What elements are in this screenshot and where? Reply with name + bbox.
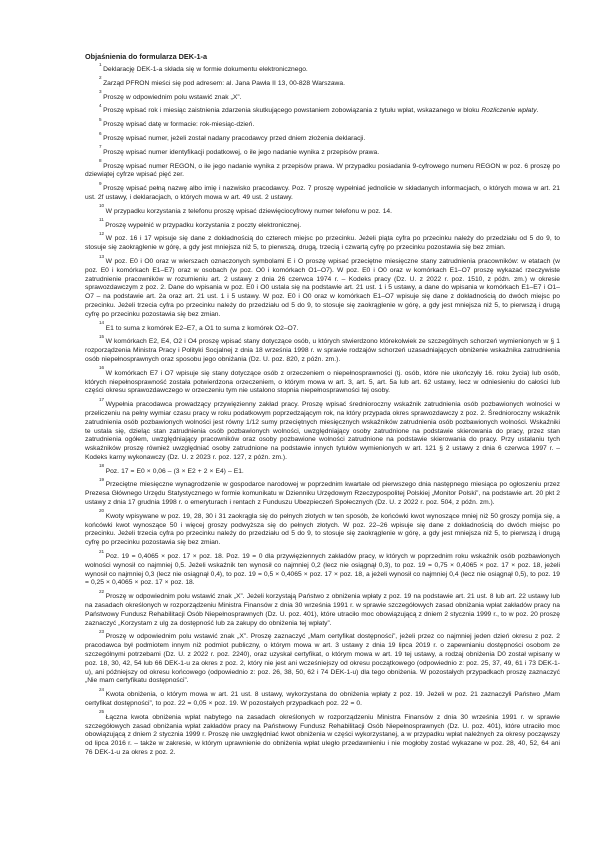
footnote-text-segment: Proszę wpisać pełną nazwę albo imię i nazwisko pracodawcy. Poz. 7 proszę wypełniać jednolicie w składanych informacjach, o których mowa w art. 21 ust. 2f ustawy, i deklaracjach, o których mowa w art. 49 ust. 2 ustawy.: [85, 185, 560, 201]
footnote-text-segment: Proszę w odpowiednim polu wstawić znak „X”.: [103, 93, 242, 101]
footnote-paragraph: $^4$Proszę wpisać rok i miesiąc zaistnienia zdarzenia skutkującego powstaniem zobowiązania z tytułu wpłat, wskazanego w bloku Rozliczenie wpłaty.: [99, 102, 539, 115]
footnote-text-segment: Proszę wpisać numer identyfikacji podatkowej, o ile jego nadanie wynika z przepisów prawa.: [103, 148, 380, 156]
footnote-text: [85, 508, 560, 547]
footnote-text-italic: Rozliczenie wpłaty: [481, 107, 537, 115]
footnote-text: [105, 222, 301, 229]
footnote-text: [85, 477, 560, 507]
footnote-paragraph: $^{14}$E1 to suma z komórek E2–E7, a O1 to suma z komórek O2–O7.: [99, 320, 299, 332]
footnote-text: [85, 588, 560, 627]
footnote-text: [85, 180, 560, 201]
footnote-text: [103, 107, 538, 114]
footnote-text: [85, 548, 560, 587]
footnote-text: [103, 66, 308, 73]
footnote-text: [85, 365, 560, 395]
footnote-paragraph: $^{17}$Wypełnia pracodawca prowadzący przywięzienny zakład pracy. Proszę wpisać średnioroczny wskaźnik zatrudnienia osób pozbawionych wolności w przeliczeniu na pełny wymiar czasu pracy w roku podatkowym poprzedzającym rok, na który przypada okres sprawozdawczy z poz. 2. Średnioroczny wskaźnik zatrudnienia osób pozbawionych wolności jest równy 1/12 sumy przeciętnych miesięcznych wskaźników zatrudnienia osób pozbawionych wolności. Wskaźniki te ustala się, dzieląc stan zatrudnienia osób pozbawionych wolności, uwzględniający osoby zatrudnione na podstawie skierowania do pracy, przez stan zatrudnienia ogółem, uwzględniający pracowników oraz osoby pozbawione wolności zatrudnione na podstawie skierowania do pracy. Przy ustalaniu tych wskaźników proszę również uwzględniać osoby zatrudnione na podstawie innych tytułów wymienionych w art. 121 § 2 ustawy z dnia 6 czerwca 1997 r. – Kodeks karny wykonawczy (Dz. U. z 2023 r. poz. 127, z późn. zm.).: [85, 396, 560, 461]
footnote-text: [103, 121, 254, 128]
footnote-text-segment: .: [536, 107, 539, 115]
footnote-text: [103, 135, 365, 142]
footnote-text-segment: W poz. 16 i 17 wpisuje się dane z dokładnością do czterech miejsc po przecinku. Jeżeli piąta cyfra po przecinku należy do przedziału od 5 do 9, to stosuje się zaokrąglenie w górę, a gdy jest mniejsza niż 5, to pierwszą, drugą, trzecią i czwartą cyfrę po przecinku pozostawia się bez zmian.: [85, 235, 560, 252]
footnote-paragraph: $^{15}$W komórkach E2, E4, O2 i O4 proszę wpisać stany dotyczące osób, u których stwierdzono którekolwiek ze szczególnych schorzeń wymienionych w § 1 rozporządzenia Ministra Pracy i Polityki Socjalnej z dnia 18 września 1998 r. w sprawie rodzajów schorzeń uzasadniających obniżenie wskaźnika zatrudnienia osób niepełnosprawnych oraz sposobu jego obniżania (Dz. U. poz. 820, z późn. zm.).: [85, 333, 560, 363]
footnote-paragraph: $^3$Proszę w odpowiednim polu wstawić znak „X”.: [99, 89, 242, 101]
footnote-paragraph: $^{22}$Proszę w odpowiednim polu wstawić znak „X”. Jeżeli korzystają Państwo z obniżenia wpłaty z poz. 19 na podstawie art. 21 ust. 8 lub art. 22 ustawy lub na zasadach określonych w rozporządzeniu Ministra Finansów z dnia 30 września 1991 r. w sprawie szczegółowych zasad obniżania wpłat zakładów pracy na Państwowy Fundusz Rehabilitacji Osób Niepełnosprawnych (Dz. U. poz. 401), które utraciło moc obowiązującą z dniem 2 stycznia 1999 r., to w poz. 20 proszę zaznaczyć „Korzystam z ulg za dostępność lub za zakupy do obniżenia tej wpłaty”.: [85, 588, 560, 627]
footnote-text-segment: Poz. 17 = E0 × 0,06 – (3 × E2 + 2 × E4) – E1.: [105, 467, 244, 475]
footnote-text-segment: Poz. 19 = 0,4065 × poz. 17 × poz. 18. Poz. 19 = 0 dla przywięziennych zakładów pracy, w których w poprzednim roku wskaźnik osób pozbawionych wolności wynosił co najmniej 0,5. Jeżeli wskaźnik ten wynosił co najmniej 0,2 (lecz nie osiągnął 0,3), to poz. 19 = 0,75 × 0,4065 × poz. 17 × poz. 18, jeżeli wynosił co najmniej 0,3 (lecz nie osiągnął 0,4), to poz. 19 = 0,5 × 0,4065 × poz. 17 × poz. 18, a jeżeli wynosił co najmniej 0,4 (lecz nie osiągnął 0,5), to poz. 19 = 0,25 × 0,4065 × poz. 17 × poz. 18.: [85, 553, 560, 587]
footnote-text: [106, 468, 244, 475]
footnote-paragraph: $^9$Proszę wpisać pełną nazwę albo imię i nazwisko pracodawcy. Poz. 7 proszę wypełniać jednolicie w składanych informacjach, o których mowa w art. 21 ust. 2f ustawy, i deklaracjach, o których mowa w art. 49 ust. 2 ustawy.: [85, 180, 560, 201]
footnote-text: [103, 80, 345, 87]
footnote-text-segment: Proszę wpisać rok i miesiąc zaistnienia zdarzenia skutkującego powstaniem zobowiązania z tytułu wpłat, wskazanego w bloku: [103, 107, 482, 115]
footnote-text-segment: Proszę w odpowiednim polu wstawić znak „X”. Jeżeli korzystają Państwo z obniżenia wpłaty z poz. 19 na podstawie art. 21 ust. 8 lub art. 22 ustawy lub na zasadach określonych w rozporządzeniu Ministra Finansów z dnia 30 września 1991 r. w sprawie szczegółowych zasad obniżania wpłat zakładów pracy na Państwowy Fundusz Rehabilitacji Osób Niepełnosprawnych (Dz. U. poz. 401), które utraciło moc obowiązującą z dniem 2 stycznia 1999 r., to w poz. 20 proszę zaznaczyć „Korzystam z ulg za dostępność lub za zakupy do obniżenia tej wpłaty”.: [85, 593, 560, 627]
footnote-paragraph: $^{19}$Przeciętne miesięczne wynagrodzenie w gospodarce narodowej w poprzednim kwartale od pierwszego dnia następnego miesiąca po ogłoszeniu przez Prezesa Głównego Urzędu Statystycznego w formie komunikatu w Dzienniku Urzędowym Rzeczypospolitej Polskiej „Monitor Polski”, na podstawie art. 20 pkt 2 ustawy z dnia 17 grudnia 1998 r. o emeryturach i rentach z Funduszu Ubezpieczeń Społecznych (Dz. U. z 2022 r. poz. 504, z późn. zm.).: [85, 477, 560, 507]
footnote-text: [85, 686, 560, 708]
footnote-text-segment: W komórkach E7 i O7 wpisuje się stany dotyczące osób z orzeczeniem o niepełnosprawności (tj. osób, które nie ukończyły 16. roku życia) lub osób, których niepełnosprawność została potwierdzona orzeczeniem, o którym mowa w art. 3, art. 5, art. 5a lub art. 62 ustawy, lecz w odniesieniu do całości lub części okresu sprawozdawczego w orzeczeniu tym nie ustalono stopnia niepełnosprawności tej osoby.: [85, 369, 560, 395]
footnote-text-segment: W poz. E0 i O0 oraz w wierszach oznaczonych symbolami E i O proszę wpisać przeciętne miesięczne stany zatrudnienia pracowników: w etatach (w poz. E0 i komórkach E1–E7) oraz w osobach (w poz. O0 i komórkach O1–O7). W poz. E0 i O0 oraz w komórkach E1–O7 proszę wykazać rzeczywiste zatrudnienie pracowników w rozumieniu art. 2 ustawy z dnia 26 czerwca 1974 r. – Kodeks pracy (Dz. U. z 2022 r. poz. 1510, z późn. zm.) w okresie sprawozdawczym z poz. 2. Dane do wpisania w poz. E0 i O0 ustala się na podstawie art. 21 ust. 1 i 5 ustawy, a dane do wpisania w komórkach E1–E7 i O1–O7 – na podstawie art. 2a oraz art. 21 ust. 1 i 5 ustawy. W poz. E0 i O0 oraz w komórkach E1–O7 wpisuje się dane z dokładnością do dwóch miejsc po przecinku. Jeżeli trzecia cyfra po przecinku należy do przedziału od 5 do 9, to stosuje się zaokrąglenie w górę, a gdy jest mniejsza niż 5, to pierwszą i drugą cyfrę po przecinku pozostawia się bez zmian.: [85, 257, 560, 318]
footnote-paragraph: $^6$Proszę wpisać numer, jeżeli został nadany pracodawcy przed dniem złożenia deklaracji.: [99, 130, 366, 142]
footnote-text: [103, 149, 379, 156]
footnote-text: [85, 230, 560, 252]
footnote-paragraph: $^{21}$Poz. 19 = 0,4065 × poz. 17 × poz. 18. Poz. 19 = 0 dla przywięziennych zakładów pracy, w których w poprzednim roku wskaźnik osób pozbawionych wolności wynosił co najmniej 0,5. Jeżeli wskaźnik ten wynosił co najmniej 0,2 (lecz nie osiągnął 0,3), to poz. 19 = 0,75 × 0,4065 × poz. 17 × poz. 18, jeżeli wynosił co najmniej 0,3 (lecz nie osiągnął 0,4), to poz. 19 = 0,5 × 0,4065 × poz. 17 × poz. 18, a jeżeli wynosił co najmniej 0,4 (lecz nie osiągnął 0,5), to poz. 19 = 0,25 × 0,4065 × poz. 17 × poz. 18.: [85, 548, 560, 587]
footnote-paragraph: $^{10}$W przypadku korzystania z telefonu proszę wpisać dziewięciocyfrowy numer telefonu w poz. 14.: [99, 203, 393, 215]
footnote-paragraph: $^{11}$Proszę wypełnić w przypadku korzystania z poczty elektronicznej.: [99, 217, 302, 229]
footnote-paragraph: $^{20}$Kwoty wpisywane w poz. 19, 28, 30 i 31 zaokrągla się do pełnych złotych w ten sposób, że końcówki kwot wynoszące mniej niż 50 groszy pomija się, a końcówki kwot wynoszące 50 i więcej groszy podwyższa się do pełnych złotych. W poz. 22–26 wpisuje się dane z dokładnością do dwóch miejsc po przecinku. Jeżeli trzecia cyfra po przecinku należy do przedziału od 5 do 9, to stosuje się zaokrąglenie w górę, a gdy jest mniejsza niż 5, to pierwszą i drugą cyfrę po przecinku pozostawia się bez zmian.: [85, 508, 560, 547]
footnote-paragraph: $^{23}$Proszę w odpowiednim polu wstawić znak „X”. Proszę zaznaczyć „Mam certyfikat dostępności”, jeżeli przez co najmniej jeden dzień okresu z poz. 2 pracodawca był podmiotem innym niż podmiot publiczny, o którym mowa w art. 3 ustawy z dnia 19 lipca 2019 r. o zapewnianiu dostępności osobom ze szczególnymi potrzebami (Dz. U. z 2022 r. poz. 2240), oraz uzyskał certyfikat, o którym mowa w art. 19 tej ustawy, a rodzaj obniżenia D0 został wpisany w poz. 18, 30, 42, 54 lub 66 DEK-1-u za okres z poz. 2, który nie jest ani wcześniejszy od okresu początkowego (odpowiednio z: poz. 25, 37, 49, 61 i 73 DEK-1-u), ani późniejszy od okresu końcowego (odpowiednio z: poz. 26, 38, 50, 62 i 74 DEK-1-u) dla tego obniżenia. W pozostałych przypadkach proszę zaznaczyć „Nie mam certyfikatu dostępności”.: [85, 629, 560, 685]
footnote-paragraph: $^{18}$Poz. 17 = E0 × 0,06 – (3 × E2 + 2 × E4) – E1.: [99, 463, 244, 475]
footnote-paragraph: $^1$Deklarację DEK-1-a składa się w formie dokumentu elektronicznego.: [99, 61, 308, 73]
footnote-text: [85, 158, 560, 179]
footnote-paragraph: $^2$Zarząd PFRON mieści się pod adresem: al. Jana Pawła II 13, 00-828 Warszawa.: [99, 75, 345, 87]
footnote-paragraph: $^7$Proszę wpisać numer identyfikacji podatkowej, o ile jego nadanie wynika z przepisów prawa.: [99, 144, 380, 156]
footnote-text-segment: W komórkach E2, E4, O2 i O4 proszę wpisać stany dotyczące osób, u których stwierdzono którekolwiek ze szczególnych schorzeń wymienionych w § 1 rozporządzenia Ministra Pracy i Polityki Socjalnej z dnia 18 września 1998 r. w sprawie rodzajów schorzeń uzasadniających obniżenie wskaźnika zatrudnienia osób niepełnosprawnych oraz sposobu jego obniżania (Dz. U. poz. 820, z późn. zm.).: [85, 338, 560, 363]
footnote-text-segment: Proszę wpisać datę w formacie: rok-miesiąc-dzień.: [103, 121, 255, 129]
footnote-paragraph: $^8$Proszę wpisać numer REGON, o ile jego nadanie wynika z przepisów prawa. W przypadku posiadania 9-cyfrowego numeru REGON w poz. 6 proszę po dziewiątej cyfrze wpisać pięć zer.: [85, 158, 560, 179]
footnote-text-segment: W przypadku korzystania z telefonu proszę wpisać dziewięciocyfrowy numer telefonu w poz. 14.: [105, 207, 393, 215]
footnote-text-segment: Zarząd PFRON mieści się pod adresem: al. Jana Pawła II 13, 00-828 Warszawa.: [103, 79, 345, 87]
footnote-text: [106, 325, 299, 332]
footnote-paragraph: $^{25}$Łączna kwota obniżenia wpłat nabytego na zasadach określonych w rozporządzeniu Ministra Finansów z dnia 30 września 1991 r. w sprawie szczegółowych zasad obniżania wpłat zakładów pracy na Państwowy Fundusz Rehabilitacji Osób Niepełnosprawnych (Dz. U. poz. 401), które utraciło moc obowiązującą z dniem 2 stycznia 1999 r. Proszę nie uwzględniać kwot obniżenia w części wykorzystanej, a w przypadku wpłat należnych za okresy począwszy od lipca 2016 r. – także w zakresie, w którym uprawnienie do obniżenia wpłat uległo przedawnieniu i nie mogłoby zostać wykazane w poz. 28, 40, 52, 64 ani 76 DEK-1-u za okres z poz. 2.: [85, 709, 560, 756]
footnotes-list: [85, 61, 560, 758]
footnote-text-segment: Proszę wypełnić w przypadku korzystania z poczty elektronicznej.: [105, 221, 302, 229]
footnote-text: [103, 94, 241, 101]
footnote-text: [85, 709, 560, 756]
footnote-text-segment: Kwota obniżenia, o którym mowa w art. 21 ust. 8 ustawy, wykorzystana do obniżenia wpłaty z poz. 19. Jeżeli w poz. 21 zaznaczyli Państwo „Mam certyfikat dostępności”, to poz. 22 = 0,05 × poz. 19. W pozostałych przypadkach poz. 22 = 0.: [85, 691, 560, 708]
footnote-paragraph: $^5$Proszę wpisać datę w formacie: rok-miesiąc-dzień.: [99, 116, 255, 129]
footnote-text-segment: Proszę wpisać numer REGON, o ile jego nadanie wynika z przepisów prawa. W przypadku posiadania 9-cyfrowego numeru REGON w poz. 6 proszę po dziewiątej cyfrze wpisać pięć zer.: [85, 162, 560, 179]
footnote-text: [106, 208, 392, 215]
footnote-text: [85, 396, 560, 461]
footnote-text-segment: E1 to suma z komórek E2–E7, a O1 to suma z komórek O2–O7.: [105, 324, 299, 332]
footnote-paragraph: $^{13}$W poz. E0 i O0 oraz w wierszach oznaczonych symbolami E i O proszę wpisać przeciętne miesięczne stany zatrudnienia pracowników: w etatach (w poz. E0 i komórkach E1–E7) oraz w osobach (w poz. O0 i komórkach O1–O7). W poz. E0 i O0 oraz w komórkach E1–O7 proszę wykazać rzeczywiste zatrudnienie pracowników w rozumieniu art. 2 ustawy z dnia 26 czerwca 1974 r. – Kodeks pracy (Dz. U. z 2022 r. poz. 1510, z późn. zm.) w okresie sprawozdawczym z poz. 2. Dane do wpisania w poz. E0 i O0 ustala się na podstawie art. 21 ust. 1 i 5 ustawy, a dane do wpisania w komórkach E1–E7 i O1–O7 – na podstawie art. 2a oraz art. 21 ust. 1 i 5 ustawy. W poz. E0 i O0 oraz w komórkach E1–O7 wpisuje się dane z dokładnością do dwóch miejsc po przecinku. Jeżeli trzecia cyfra po przecinku należy do przedziału od 5 do 9, to stosuje się zaokrąglenie w górę, a gdy jest mniejsza niż 5, to pierwszą i drugą cyfrę po przecinku pozostawia się bez zmian.: [85, 253, 560, 318]
footnote-text-segment: Kwoty wpisywane w poz. 19, 28, 30 i 31 zaokrągla się do pełnych złotych w ten sposób, że końcówki kwot wynoszące mniej niż 50 groszy pomija się, a końcówki kwot wynoszące 50 i więcej groszy podwyższa się do pełnych złotych. W poz. 22–26 wpisuje się dane z dokładnością do dwóch miejsc po przecinku. Jeżeli trzecia cyfra po przecinku należy do przedziału od 5 do 9, to stosuje się zaokrąglenie w górę, a gdy jest mniejsza niż 5, to pierwszą i drugą cyfrę po przecinku pozostawia się bez zmian.: [85, 512, 560, 547]
footnote-text-segment: Deklarację DEK-1-a składa się w formie dokumentu elektronicznego.: [103, 66, 308, 73]
footnote-text-segment: Przeciętne miesięczne wynagrodzenie w gospodarce narodowej w poprzednim kwartale od pierwszego dnia następnego miesiąca po ogłoszeniu przez Prezesa Głównego Urzędu Statystycznego w formie komunikatu w Dzienniku Urzędowym Rzeczypospolitej Polskiej „Monitor Polski”, na podstawie art. 20 pkt 2 ustawy z dnia 17 grudnia 1998 r. o emeryturach i rentach z Funduszu Ubezpieczeń Społecznych (Dz. U. z 2022 r. poz. 504, z późn. zm.).: [85, 481, 560, 507]
footnote-text: [85, 253, 560, 318]
footnote-text-segment: Łączna kwota obniżenia wpłat nabytego na zasadach określonych w rozporządzeniu Ministra Finansów z dnia 30 września 1991 r. w sprawie szczegółowych zasad obniżania wpłat zakładów pracy na Państwowy Fundusz Rehabilitacji Osób Niepełnosprawnych (Dz. U. poz. 401), które utraciło moc obowiązującą z dniem 2 stycznia 1999 r. Proszę nie uwzględniać kwot obniżenia w części wykorzystanej, a w przypadku wpłat należnych za okresy począwszy od lipca 2016 r. – także w zakresie, w którym uprawnienie do obniżenia wpłat uległo przedawnieniu i nie mogłoby zostać wykazane w poz. 28, 40, 52, 64 ani 76 DEK-1-u za okres z poz. 2.: [85, 713, 560, 756]
footnote-paragraph: $^{16}$W komórkach E7 i O7 wpisuje się stany dotyczące osób z orzeczeniem o niepełnosprawności (tj. osób, które nie ukończyły 16. roku życia) lub osób, których niepełnosprawność została potwierdzona orzeczeniem, o którym mowa w art. 3, art. 5, art. 5a lub art. 62 ustawy, lecz w odniesieniu do całości lub części okresu sprawozdawczego w orzeczeniu tym nie ustalono stopnia niepełnosprawności tej osoby.: [85, 365, 560, 395]
footnote-text-segment: Proszę w odpowiednim polu wstawić znak „X”. Proszę zaznaczyć „Mam certyfikat dostępności”, jeżeli przez co najmniej jeden dzień okresu z poz. 2 pracodawca był podmiotem innym niż podmiot publiczny, o którym mowa w art. 3 ustawy z dnia 19 lipca 2019 r. o zapewnianiu dostępności osobom ze szczególnymi potrzebami (Dz. U. z 2022 r. poz. 2240), oraz uzyskał certyfikat, o którym mowa w art. 19 tej ustawy, a rodzaj obniżenia D0 został wpisany w poz. 18, 30, 42, 54 lub 66 DEK-1-u za okres z poz. 2, który nie jest ani wcześniejszy od okresu początkowego (odpowiednio z: poz. 25, 37, 49, 61 i 73 DEK-1-u), ani późniejszy od okresu końcowego (odpowiednio z: poz. 26, 38, 50, 62 i 74 DEK-1-u) dla tego obniżenia. W pozostałych przypadkach proszę zaznaczyć „Nie mam certyfikatu dostępności”.: [85, 633, 560, 685]
footnote-text: [85, 333, 560, 363]
footnote-text: [85, 629, 560, 685]
page-title: Objaśnienia do formularza DEK-1-a: [85, 52, 208, 61]
footnote-paragraph: $^{24}$Kwota obniżenia, o którym mowa w art. 21 ust. 8 ustawy, wykorzystana do obniżenia wpłaty z poz. 19. Jeżeli w poz. 21 zaznaczyli Państwo „Mam certyfikat dostępności”, to poz. 22 = 0,05 × poz. 19. W pozostałych przypadkach poz. 22 = 0.: [85, 686, 560, 708]
footnote-text-segment: Proszę wpisać numer, jeżeli został nadany pracodawcy przed dniem złożenia deklaracji.: [103, 134, 366, 142]
footnote-text-segment: Wypełnia pracodawca prowadzący przywięzienny zakład pracy. Proszę wpisać średnioroczny wskaźnik zatrudnienia osób pozbawionych wolności w przeliczeniu na pełny wymiar czasu pracy w roku podatkowym poprzedzającym rok, na który przypada okres sprawozdawczy z poz. 2. Średnioroczny wskaźnik zatrudnienia osób pozbawionych wolności jest równy 1/12 sumy przeciętnych miesięcznych wskaźników zatrudnienia osób pozbawionych wolności. Wskaźniki te ustala się, dzieląc stan zatrudnienia osób pozbawionych wolności, uwzględniający osoby zatrudnione na podstawie skierowania do pracy, przez stan zatrudnienia ogółem, uwzględniający pracowników oraz osoby pozbawione wolności zatrudnione na podstawie skierowania do pracy. Przy ustalaniu tych wskaźników proszę również uwzględniać osoby zatrudnione na podstawie innych tytułów wymienionych w art. 121 § 2 ustawy z dnia 6 czerwca 1997 r. – Kodeks karny wykonawczy (Dz. U. z 2023 r. poz. 127, z późn. zm.).: [85, 401, 560, 461]
footnote-paragraph: $^{12}$W poz. 16 i 17 wpisuje się dane z dokładnością do czterech miejsc po przecinku. Jeżeli piąta cyfra po przecinku należy do przedziału od 5 do 9, to stosuje się zaokrąglenie w górę, a gdy jest mniejsza niż 5, to pierwszą, drugą, trzecią i czwartą cyfrę po przecinku pozostawia się bez zmian.: [85, 230, 560, 252]
